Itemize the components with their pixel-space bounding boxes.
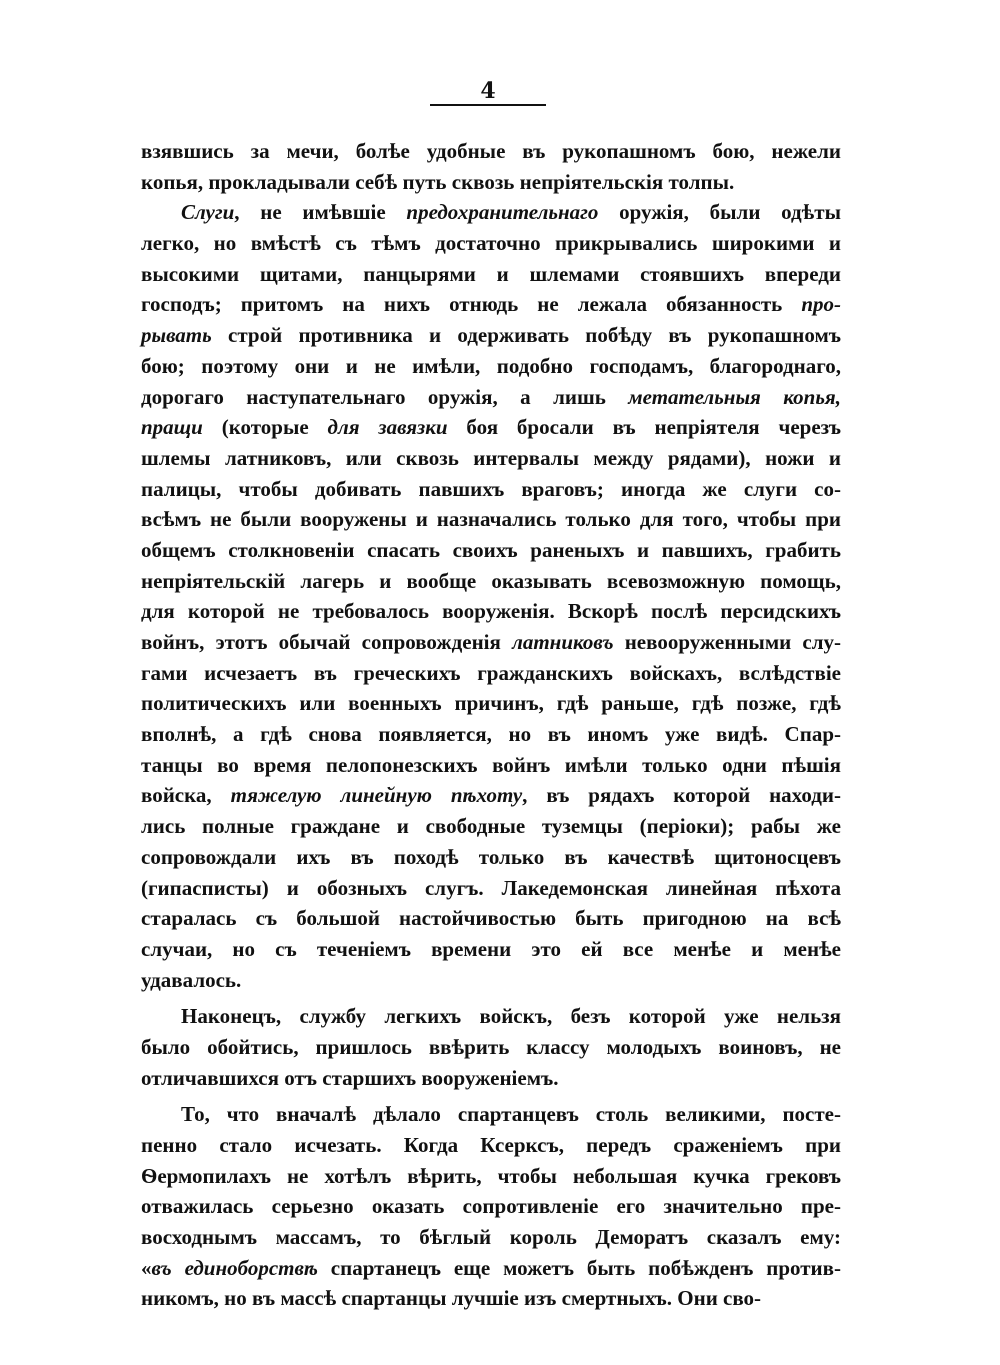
text-segment: взявшись за мечи, болѣе удобные въ рукопашномъ бою, нежели bbox=[141, 139, 841, 163]
text-line bbox=[141, 566, 841, 597]
text-line bbox=[141, 903, 841, 934]
text-line bbox=[141, 474, 841, 505]
text-segment: случаи, но съ теченіемъ времени это ей все менѣе и менѣе bbox=[141, 936, 841, 961]
text-segment: сопровождали ихъ въ походѣ только въ качествѣ щитоносцевъ bbox=[141, 844, 841, 869]
text-segment: общемъ столкновеніи спасать своихъ раненыхъ и павшихъ, грабить bbox=[141, 537, 841, 562]
text-segment: непріятельскій лагерь и вообще оказывать всевозможную помощь, bbox=[141, 568, 841, 593]
text-segment: , не имѣвшіе bbox=[234, 200, 407, 225]
italic-text: про- bbox=[801, 292, 841, 317]
text-segment: « bbox=[141, 1255, 152, 1280]
text-segment: , въ рядахъ которой находи- bbox=[522, 783, 841, 808]
text-segment: строй противника и одерживать побѣду въ рукопашномъ bbox=[211, 323, 841, 348]
text-segment: оружія, были одѣты bbox=[598, 200, 841, 225]
text-segment: отважилась серьезно оказать сопротивленіе его значительно пре- bbox=[141, 1194, 841, 1219]
text-line bbox=[141, 1161, 841, 1192]
text-line bbox=[141, 289, 841, 320]
text-segment: невооруженными слу- bbox=[613, 630, 841, 654]
italic-text: латниковъ bbox=[512, 630, 614, 654]
text-line bbox=[141, 811, 841, 842]
text-line bbox=[141, 1099, 841, 1130]
text-segment: старалась съ большой настойчивостью быть пригодною на всѣ bbox=[141, 906, 841, 931]
text-segment: войска, bbox=[141, 783, 231, 808]
text-line bbox=[141, 658, 841, 689]
text-line bbox=[141, 443, 841, 474]
text-segment: всѣмъ не были вооружены и назначались только для того, чтобы при bbox=[141, 507, 841, 532]
text-segment: (которые bbox=[202, 415, 328, 440]
text-segment: Наконецъ, службу легкихъ войскъ, безъ которой уже нельзя bbox=[181, 1004, 841, 1029]
text-segment: господъ; притомъ на нихъ отнюдь не лежала обязанность bbox=[141, 292, 802, 317]
page-number: 4 bbox=[480, 78, 496, 104]
text-line bbox=[141, 1283, 841, 1314]
text-segment: высокими щитами, панцырями и шлемами стоявшихъ впереди bbox=[141, 261, 841, 286]
italic-text: рывать bbox=[141, 323, 212, 348]
italic-text: Слуги bbox=[181, 200, 235, 225]
text-segment: дорогаго наступательнаго оружія, а лишь bbox=[141, 384, 629, 409]
body-text bbox=[141, 136, 841, 1314]
text-segment: боя бросали въ непріятеля черезъ bbox=[447, 415, 841, 440]
text-line bbox=[141, 351, 841, 382]
text-segment: спартанецъ еще можетъ быть побѣжденъ против- bbox=[317, 1255, 841, 1280]
text-segment: для которой не требовалось вооруженія. Вскорѣ послѣ персидскихъ bbox=[141, 599, 841, 624]
text-line bbox=[141, 228, 841, 259]
text-segment: политическихъ или военныхъ причинъ, гдѣ раньше, гдѣ позже, гдѣ bbox=[141, 691, 841, 716]
text-line bbox=[141, 873, 841, 904]
italic-text: пращи bbox=[141, 415, 203, 440]
text-line bbox=[141, 504, 841, 535]
text-line bbox=[141, 1222, 841, 1253]
paragraph bbox=[141, 1099, 841, 1314]
text-segment: никомъ, но въ массѣ спартанцы лучшіе изъ смертныхъ. Они сво- bbox=[141, 1286, 762, 1311]
text-line bbox=[141, 1191, 841, 1222]
text-line bbox=[141, 842, 841, 873]
text-line bbox=[141, 136, 841, 167]
text-line bbox=[141, 412, 841, 443]
text-line bbox=[141, 750, 841, 781]
page-number-rule bbox=[430, 104, 546, 106]
text-segment: отличавшихся отъ старшихъ вооруженіемъ. bbox=[141, 1065, 559, 1090]
text-segment: танцы во время пелопонезскихъ войнъ имѣли только одни пѣшія bbox=[141, 752, 841, 777]
text-line bbox=[141, 719, 841, 750]
text-line bbox=[141, 1253, 841, 1284]
text-line bbox=[141, 965, 841, 996]
text-line bbox=[141, 259, 841, 290]
italic-text: для завязки bbox=[327, 415, 448, 440]
text-line bbox=[141, 320, 841, 351]
paragraph bbox=[141, 136, 841, 197]
text-line bbox=[141, 167, 841, 198]
text-segment: копья, прокладывали себѣ путь сквозь непріятельскія толпы. bbox=[141, 169, 735, 194]
text-line bbox=[141, 382, 841, 413]
text-line bbox=[141, 688, 841, 719]
text-segment: пенно стало исчезать. Когда Ксерксъ, передъ сраженіемъ при bbox=[141, 1133, 841, 1157]
text-segment: удавалось. bbox=[141, 967, 242, 992]
text-line bbox=[141, 780, 841, 811]
text-segment: (гипасписты) и обозныхъ слугъ. Лакедемонская линейная пѣхота bbox=[141, 875, 841, 900]
text-segment: шлемы латниковъ, или сквозь интервалы между рядами), ножи и bbox=[141, 445, 841, 470]
text-line bbox=[141, 197, 841, 228]
paragraph bbox=[141, 1001, 841, 1093]
text-segment: лись полные граждане и свободные туземцы (періоки); рабы же bbox=[141, 814, 841, 839]
text-line bbox=[141, 1063, 841, 1094]
text-segment: Ѳермопилахъ не хотѣлъ вѣрить, чтобы небольшая кучка грековъ bbox=[141, 1163, 841, 1188]
text-segment: гами исчезаетъ въ греческихъ гражданскихъ войскахъ, вслѣдствіе bbox=[141, 660, 841, 685]
text-segment: вполнѣ, а гдѣ снова появляется, но въ иномъ уже видѣ. Спар- bbox=[141, 722, 841, 747]
text-line bbox=[141, 1130, 841, 1161]
text-segment: бою; поэтому они и не имѣли, подобно господамъ, благороднаго, bbox=[141, 353, 841, 378]
text-segment: палицы, чтобы добивать павшихъ враговъ; иногда же слуги со- bbox=[141, 476, 841, 501]
italic-text: въ единоборствѣ bbox=[151, 1255, 318, 1280]
text-line bbox=[141, 1032, 841, 1063]
italic-text: предохранительнаго bbox=[406, 200, 599, 225]
italic-text: тяжелую линейную пѣхоту bbox=[230, 783, 523, 808]
text-segment: легко, но вмѣстѣ съ тѣмъ достаточно прикрывались широкими и bbox=[141, 231, 841, 256]
text-line bbox=[141, 934, 841, 965]
italic-text: метательныя копья, bbox=[628, 384, 841, 409]
text-segment: восходнымъ массамъ, то бѣглый король Деморатъ сказалъ ему: bbox=[141, 1225, 841, 1250]
text-segment: То, что вначалѣ дѣлало спартанцевъ столь великими, посте- bbox=[181, 1102, 841, 1127]
paragraph bbox=[141, 197, 841, 995]
text-segment: было обойтись, пришлось ввѣрить классу молодыхъ воиновъ, не bbox=[141, 1034, 841, 1059]
text-line bbox=[141, 627, 841, 658]
text-line bbox=[141, 535, 841, 566]
text-line bbox=[141, 1001, 841, 1032]
text-segment: войнъ, этотъ обычай сопровожденія bbox=[141, 630, 513, 654]
text-line bbox=[141, 596, 841, 627]
